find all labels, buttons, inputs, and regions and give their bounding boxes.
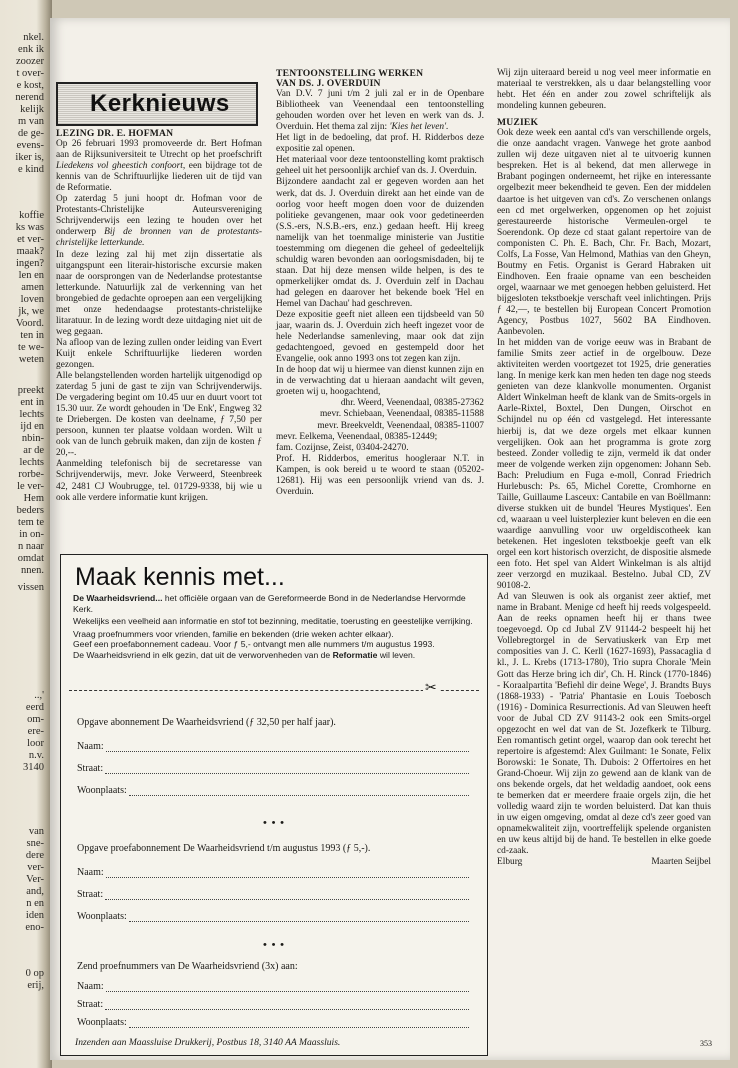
left-page-text-f: van sne- dere ver- Ver- and, n en iden eno- — [25, 826, 44, 933]
kerknieuws-header-box — [56, 82, 258, 126]
column-2 — [276, 68, 484, 498]
option-samples-label: Zend proefnummers van De Waarheidsvriend (3x) aan: — [77, 961, 298, 972]
left-page-text-d: vissen — [17, 582, 44, 593]
left-page-text-e: ..,' eerd om- ere- loor n.v. 3140 — [23, 690, 44, 773]
article-muziek-p1: Ook deze week een aantal cd's van verschillende orgels, die onze aandacht vragen. Vanwege het grote aanbod zullen wij deze uitgaven niet al te uitvoerig kunnen bespreken. Het is al bekend, dat men allerwege in Brabant pogingen onderneemt, het rijke en interessante orgelbezit meer bekendheid te geven. Een der middelen daartoe is het uitgeven van cd's. Zo verschenen onlangs een cd met orgelwerken, opgenomen op het zojuist gerestaureerde historische Vermeulen-orgel te Soerendonk. Op deze cd staat galant repertoire van de componisten C. Ph. E. Bach, Chr. Fr. Bach, Mozart, Colfs, La Fosse, Van Helmond, Mathias van den Gheyn, Boutmy en Fetis. Organist is Gerard Habraken uit Eindhoven. Een fraaie opname van een bescheiden orgel, waarnaar we met genoegen hebben geluisterd. Het bijgesloten tekstboekje verschaft veel inlichtingen. Prijs ƒ 42,—, te bestellen bij European Concert Promotion Agency, Postbus 1027, 5602 BA Eindhoven. Aanbevolen. — [497, 128, 711, 338]
column-1 — [56, 128, 262, 504]
coupon-line-4: Geef een proefabonnement cadeau. Voor ƒ 5,- ontvangt men alle nummers t/m augustus 1993. — [73, 639, 435, 650]
article-lezing-p4: Na afloop van de lezing zullen onder leiding van Evert Kuijt enkele Schriftuurlijke liederen worden gezongen. — [56, 337, 262, 370]
coupon-line-2: Wekelijks een veelheid aan informatie en stof tot bezinning, meditatie, toerusting en geestelijke verrijking. — [73, 616, 473, 627]
option-subscription-label: Opgave abonnement De Waarheidsvriend (ƒ 32,50 per half jaar). — [77, 717, 336, 728]
article-tentoonstelling-p4: Bijzondere aandacht zal er gegeven worden aan het werk, dat ds. J. Overduin direkt aan het einde van de oorlog voor heeft mogen doen voor de duizenden politieke gevangenen, maar ook voor gedetineerden (S.S.-ers, N.S.B.-ers, enz.) gedaan heeft. Hij kreeg namelijk van het toenmalige ministerie van Justitie toestemming om diegenen die geheel of gedeeltelijk schuldig waren bevonden aan oorlogsmisdaden, bij te staan. Dat hij deze mensen wilde helpen, is des te opmerkelijker omdat ds. J. Overduin zelf in Dachau had gelegen en daarover het bekende boek 'Hel en Hemel van Dachau' had geschreven. — [276, 177, 484, 309]
separator-stars-2: • • • — [262, 939, 286, 951]
article-tentoonstelling-p2: Het ligt in de bedoeling, dat prof. H. Ridderbos deze expositie zal openen. — [276, 133, 484, 155]
scissors-icon: ✂ — [425, 681, 437, 696]
coupon-title: Maak kennis met... — [75, 563, 285, 591]
article-tentoonstelling-heading-2: VAN DS. J. OVERDUIN — [276, 78, 381, 90]
option-trial-label: Opgave proefabonnement De Waarheidsvriend t/m augustus 1993 (ƒ 5,-). — [77, 843, 371, 854]
signatory-3: mevr. Breekveldt, Veenendaal, 08385-11007 — [317, 420, 484, 431]
page-number: 353 — [700, 1039, 712, 1048]
article-muziek-heading: MUZIEK — [497, 117, 539, 129]
article-muziek-p2: In het midden van de vorige eeuw was in Brabant de familie Smits zeer actief in de orgelbouw. Deze aktiviteiten werden voortgezet tot 1925, drie generaties lang. In menige kerk kan men heden ten dage nog steeds genieten van deze klankvolle monumenten. Organist Aldert Winkelman heeft de klank van de Smits-orgels in Aarle-Rixtel, Boxtel, Den Dungen, Oirschot en Schijndel nu op één cd vastgelegd. Het interessante hierbij is, dat we deze orgels met elkaar kunnen vergelijken. Ook aan het programma is grote zorg besteed. Zonder volledig te zijn, vermeld ik dat onder meer de volgende werken zijn opgenomen: Johann Seb. Bach: Preludium en Fuga e-moll, Conrad Friedrich Hurlebusch: Ps. 65, Michel Corette, Cromhorne en Taille, Guillaume Lasceux: Cantabile en van Boëllmann: diverse stukken uit de bundel 'Heures Mystiques'. Een cd, waaraan u veel luisterplezier kunt beleven en die een waardige aanvulling voor uw orgeldiscotheek kan betekenen. Het ingesloten tekstboekje geeft van elk orgel een kort historisch overzicht, de dispositie alsmede een foto. Het spel van Aldert Winkelman is als altijd zeer verzorgd en muzikaal. Bestelno. Jubal CD, ZV 90108-2. — [497, 338, 711, 592]
coupon-line-3: Vraag proefnummers voor vrienden, familie en bekenden (drie weken achter elkaar). — [73, 628, 394, 639]
signature-place: Elburg — [497, 857, 523, 868]
article-tentoonstelling-p1: Van D.V. 7 juni t/m 2 juli zal er in de Openbare Bibliotheek van Veenendaal een tentoonstelling gehouden worden over het leven en werk van ds. J. Overduin. Het thema zal zijn: 'Kies het leven'. — [276, 89, 484, 133]
field-straat-3[interactable]: Straat: — [77, 999, 469, 1010]
field-naam-2[interactable]: Naam: — [77, 867, 469, 878]
article-lezing-p5: Alle belangstellenden worden hartelijk uitgenodigd op zaterdag 5 juni de gast te zijn van Schrijvenderwijs. De vergadering begint om 10.45 uur en duurt voort tot 15.30 uur. Ze wordt gehouden in 'De Enk', Engweg 32 te Driebergen. De kosten van deelname, ƒ 7,50 per persoon, kunnen ter plaatse voldaan worden. Wilt u ook van de lunch gebruik maken, dan zijn de kosten ƒ 20,--. — [56, 371, 262, 459]
article-lezing-p6: Aanmelding telefonisch bij de secretaresse van Schrijvenderwijs, mevr. Joke Verweerd, Steenbreek 42, 2481 CJ Woubrugge, tel. 01729-9338, bij wie u ook alle verdere informatie kunt krijgen. — [56, 459, 262, 503]
article-tentoonstelling-heading-1: TENTOONSTELLING WERKEN — [276, 68, 424, 79]
field-straat-1[interactable]: Straat: — [77, 763, 469, 774]
signatory-2: mevr. Schiebaan, Veenendaal, 08385-11588 — [319, 409, 484, 420]
column-3 — [497, 68, 711, 868]
field-naam-1[interactable]: Naam: — [77, 741, 469, 752]
field-woonplaats-1[interactable]: Woonplaats: — [77, 785, 469, 796]
article-lezing-p1: Op 26 februari 1993 promoveerde dr. Bert Hofman aan de Rijksuniversiteit te Utrecht op het proefschrift Liedekens vol gheestich confoort, een bijdrage tot de kennis van de Schriftuurlijke liederen uit de tijd van de Reformatie. — [56, 139, 262, 194]
coupon-description: De Waarheidsvriend... het officiële orgaan van de Gereformeerde Bond in de Nederlandse Hervormde Kerk. Wekelijks een veelheid aan informatie en stof tot bezinning, meditatie, toerusting en geestelijke verrijking. Vraag proefnummers voor vrienden, familie en bekenden (drie weken achter elkaar). Geef een proefabonnement cadeau. Voor ƒ 5,- ontvangt men alle nummers t/m augustus 1993. De Waarheidsvriend in elk gezin, dat uit de verworvenheden van de Reformatie wil leven. — [73, 593, 477, 663]
article-tentoonstelling-p3: Het materiaal voor deze tentoonstelling komt praktisch geheel uit het persoonlijk archief van ds. J. Overduin. — [276, 155, 484, 177]
field-straat-2[interactable]: Straat: — [77, 889, 469, 900]
signatory-4: mevr. Eelkema, Veenendaal, 08385-12449; — [276, 431, 438, 442]
left-page-text-b: koffie ks was et ver- maak? ingen? len en amen loven jk, we Voord. ten in te we- weten — [15, 210, 44, 365]
field-naam-3[interactable]: Naam: — [77, 981, 469, 992]
left-page-text-c: preekt ent in lechts ijd en nbin- ar de lechts rorbe- le ver- Hem beders tem te in on- n naar omdat nnen. — [16, 385, 44, 576]
signature-name: Maarten Seijbel — [651, 857, 711, 868]
kerknieuws-title: Kerknieuws — [90, 90, 230, 117]
cut-line — [69, 681, 479, 697]
subscription-coupon — [60, 554, 488, 1056]
article-muziek-signature — [497, 857, 711, 868]
coupon-footer-address: Inzenden aan Maassluise Drukkerij, Postbus 18, 3140 AA Maassluis. — [75, 1037, 341, 1048]
signatory-1: dhr. Weerd, Veenendaal, 08385-27362 — [340, 398, 484, 409]
signatory-5: fam. Cozijnse, Zeist, 03404-24270. — [276, 442, 409, 453]
coupon-intro-bold: De Waarheidsvriend... — [73, 593, 163, 603]
left-page-text-a: nkel. enk ik zoozer t over- e kost, nerend kelijk m van de ge- evens- iker is, e kind — [15, 32, 44, 175]
left-page-text-g: 0 op erij, — [25, 968, 44, 991]
article-muziek-p3: Ad van Sleuwen is ook als organist zeer aktief, met name in Brabant. Menige cd heeft hij reeds volgespeeld. Aan de reeks opnamen heeft hij er thans twee toegevoegd. Op cd Jubal ZV 91144-2 bespeelt hij het Vollebregtorgel in de Servatiuskerk van Erp met composities van J. C. Kerll (1627-1693), Passacaglia d kl., J. L. Krebs (1713-1780), Trio supra Chorale 'Mein Gott das Herze bring ich dir', Ch. H. Rinck (1770-1846) - Koraalpartita 'Befiehl dir deine Wege', J. Brandts Buys (1868-1933) - 'Patria' Phantasie en Louis Toebosch (1916) - Dominica Resurrectionis. Ad van Sleuwen heeft voor de Jubal CD ZV 91143-2 ook een Smits-orgel opgezocht en wel dat van de St. Jozefkerk te Tilburg. Een romantisch getint orgel, waarop dan ook terecht het repertoire is afgestemd: Alex Guilmant: 1e Sonate, Felix Borowski: 1e Sonate, Th. Dubois: 2 Offertoires en het Grand-Choeur. Wij zijn zo gewend aan de klank van de ons bekende orgels, dat het weldadig aandoet, ook eens te bemerken dat er meerdere fraaie orgels zijn, die het volledig waard zijn te worden beluisterd. Dat kan thuis in uw eigen omgeving, omdat al deze cd's zeer goed van opnamekwaliteit zijn, voortreffelijk spelende organisten en uw keus altijd bij de hand. Te bestellen in elke goede cd-zaak. — [497, 592, 711, 857]
article-lezing-p3: In deze lezing zal hij met zijn dissertatie als uitgangspunt een literair-historische excursie maken naar de oorsprongen van de Nederlandse protestantse letterkunde. Natuurlijk zal de verkenning van het brongebied de gedachte oproepen aan een vergelijking met onze hedendaagse protestants-christelijke litaratuur. In de lezing wordt deze uitdaging niet uit de weg gegaan. — [56, 249, 262, 337]
article-tentoonstelling-p5: Deze expositie geeft niet alleen een tijdsbeeld van 50 jaar, waarin ds. J. Overduin zich heeft ingezet voor de hele Nederlandse samenleving, maar ook dat zijn gedachtengoed, gevoed en gestempeld door het Evangelie, ook anno 1993 ons tot zegen kan zijn. — [276, 310, 484, 365]
coupon-line-5: De Waarheidsvriend in elk gezin, dat uit de verworvenheden van de Reformatie wil leven. — [73, 649, 416, 660]
article-tentoonstelling-p6: In de hoop dat wij u hiermee van dienst kunnen zijn en in de verwachting dat u hieraan aandacht wilt geven, groeten wij u, hoogachtend, — [276, 365, 484, 398]
article-lezing-heading: LEZING DR. E. HOFMAN — [56, 128, 174, 139]
magazine-page — [50, 18, 730, 1060]
article-tentoonstelling-p7: Prof. H. Ridderbos, emeritus hoogleraar N.T. in Kampen, is ook bereid u te woord te staan (05202-12681). Hij was een persoonlijk vriend van ds. J. Overduin. — [276, 453, 484, 497]
field-woonplaats-3[interactable]: Woonplaats: — [77, 1017, 469, 1028]
field-woonplaats-2[interactable]: Woonplaats: — [77, 911, 469, 922]
left-page-edge — [0, 0, 52, 1068]
article-tentoonstelling-closing: Wij zijn uiteraard bereid u nog veel meer informatie en materiaal te verstrekken, als u daar belangstelling voor hebt. Het één en ander zou zowel schriftelijk als mondeling kunnen gebeuren. — [497, 68, 711, 112]
separator-stars-1: • • • — [262, 817, 286, 829]
article-lezing-p2: Op zaterdag 5 juni hoopt dr. Hofman voor de Protestants-Christelijke Auteursvereniging Schrijvenderwijs een lezing te houden over het onderwerp Bij de bronnen van de protestants-christelijke letterkunde. — [56, 194, 263, 249]
